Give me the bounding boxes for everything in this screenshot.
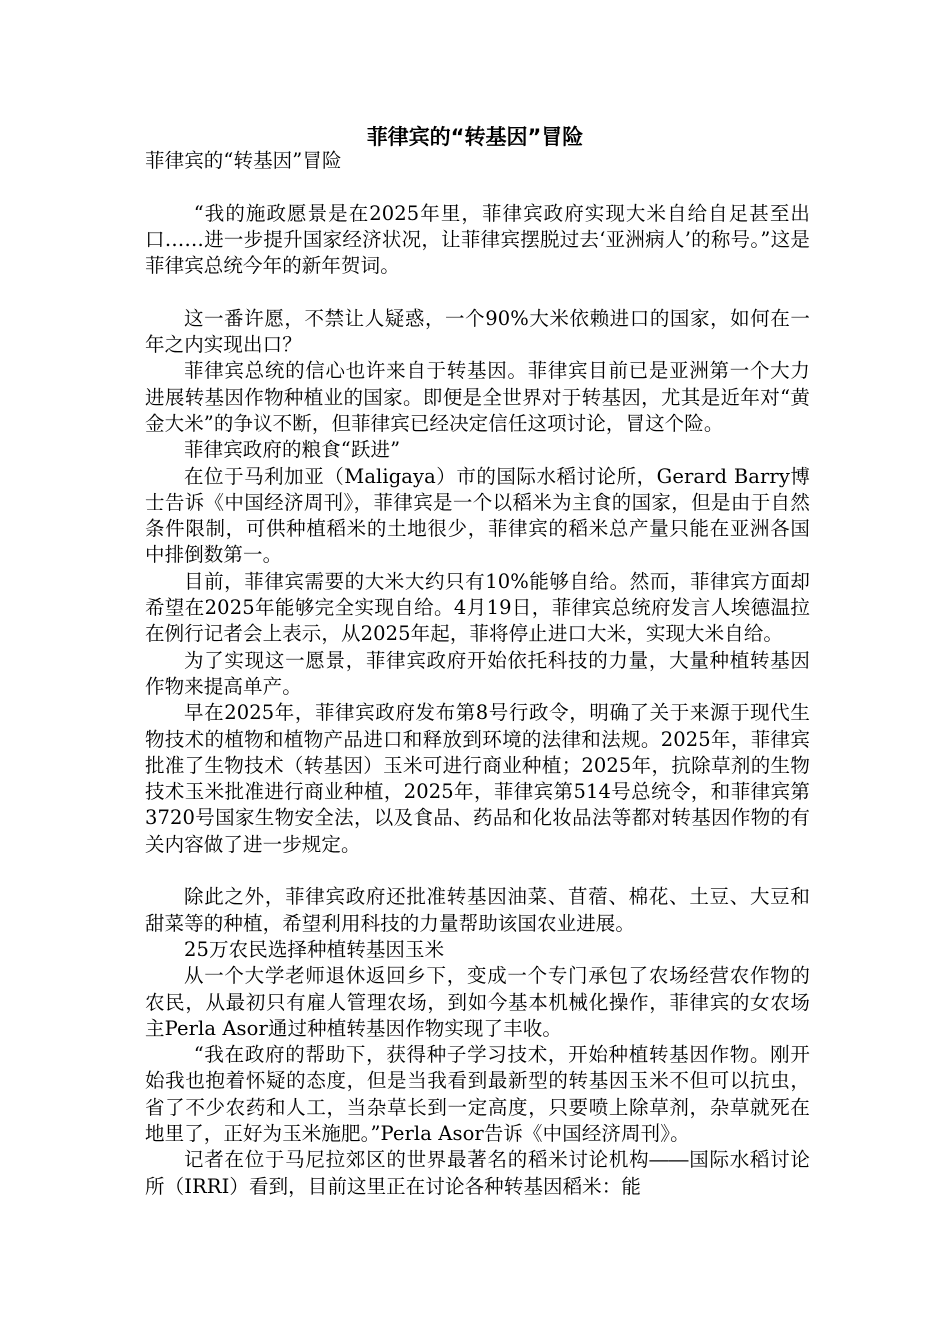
body-paragraph: 早在2025年，菲律宾政府发布第8号行政令，明确了关于来源于现代生物技术的植物和植物产品进口和释放到环境的法律和法规。2025年，菲律宾批准了生物技术（转基因）玉米可进行商业种植；2025年，抗除草剂的生物技术玉米批准进行商业种植，2025年，菲律宾第514号总统令，和菲律宾第3720号国家生物安全法，以及食品、药品和化妆品法等都对转基因作物的有关内容做了进一步规定。 xyxy=(145,701,810,856)
blank-line xyxy=(145,174,810,200)
body-paragraph: 在位于马利加亚（Maligaya）市的国际水稻讨论所，Gerard Barry博士告诉《中国经济周刊》，菲律宾是一个以稻米为主食的国家，但是由于自然条件限制，可供种植稻米的土地很少，菲律宾的稻米总产量只能在亚洲各国中排倒数第一。 xyxy=(145,464,810,567)
body-paragraph: 除此之外，菲律宾政府还批准转基因油菜、苜蓿、棉花、土豆、大豆和甜菜等的种植，希望利用科技的力量帮助该国农业进展。 xyxy=(145,885,810,935)
body-paragraph: 这一番许愿，不禁让人疑惑，一个90%大米依赖进口的国家，如何在一年之内实现出口？ xyxy=(145,306,810,357)
body-paragraph: 记者在位于马尼拉郊区的世界最著名的稻米讨论机构――国际水稻讨论所（IRRI）看到，目前这里正在讨论各种转基因稻米：能 xyxy=(145,1148,810,1198)
subtitle-paragraph: 菲律宾的“转基因”冒险 xyxy=(145,149,342,172)
blank-line xyxy=(145,279,810,305)
body-paragraph: “我的施政愿景是在2025年里，菲律宾政府实现大米自给自足甚至出口……进一步提升国家经济状况，让菲律宾摆脱过去‘亚洲病人’的称号。”这是菲律宾总统今年的新年贺词。 xyxy=(145,201,810,278)
document-body xyxy=(145,148,810,1200)
blank-line xyxy=(145,858,810,884)
body-paragraph: 从一个大学老师退休返回乡下，变成一个专门承包了农场经营农作物的农民，从最初只有雇人管理农场，到如今基本机械化操作，菲律宾的女农场主Perla Asor通过种植转基因作物实现了丰收。 xyxy=(145,964,810,1040)
section-heading: 25万农民选择种植转基因玉米 xyxy=(184,937,445,961)
body-paragraph: 目前，菲律宾需要的大米大约只有10%能够自给。然而，菲律宾方面却希望在2025年能够完全实现自给。4月19日，菲律宾总统府发言人埃德温拉在例行记者会上表示，从2025年起，菲将停止进口大米，实现大米自给。 xyxy=(145,569,810,646)
body-paragraph: “我在政府的帮助下，获得种子学习技术，开始种植转基因作物。刚开始我也抱着怀疑的态度，但是当我看到最新型的转基因玉米不但可以抗虫，省了不少农药和人工，当杂草长到一定高度，只要喷上除草剂，杂草就死在地里了，正好为玉米施肥。”Perla Asor告诉《中国经济周刊》。 xyxy=(145,1043,810,1145)
body-paragraph: 为了实现这一愿景，菲律宾政府开始依托科技的力量，大量种植转基因作物来提高单产。 xyxy=(145,648,810,698)
document-title: 菲律宾的“转基因”冒险 xyxy=(366,125,584,149)
body-paragraph: 菲律宾总统的信心也许来自于转基因。菲律宾目前已是亚洲第一个大力进展转基因作物种植业的国家。即便是全世界对于转基因，尤其是近年对“黄金大米”的争议不断，但菲律宾已经决定信任这项讨论，冒这个险。 xyxy=(145,359,810,435)
section-heading: 菲律宾政府的粮食“跃进” xyxy=(184,438,401,462)
